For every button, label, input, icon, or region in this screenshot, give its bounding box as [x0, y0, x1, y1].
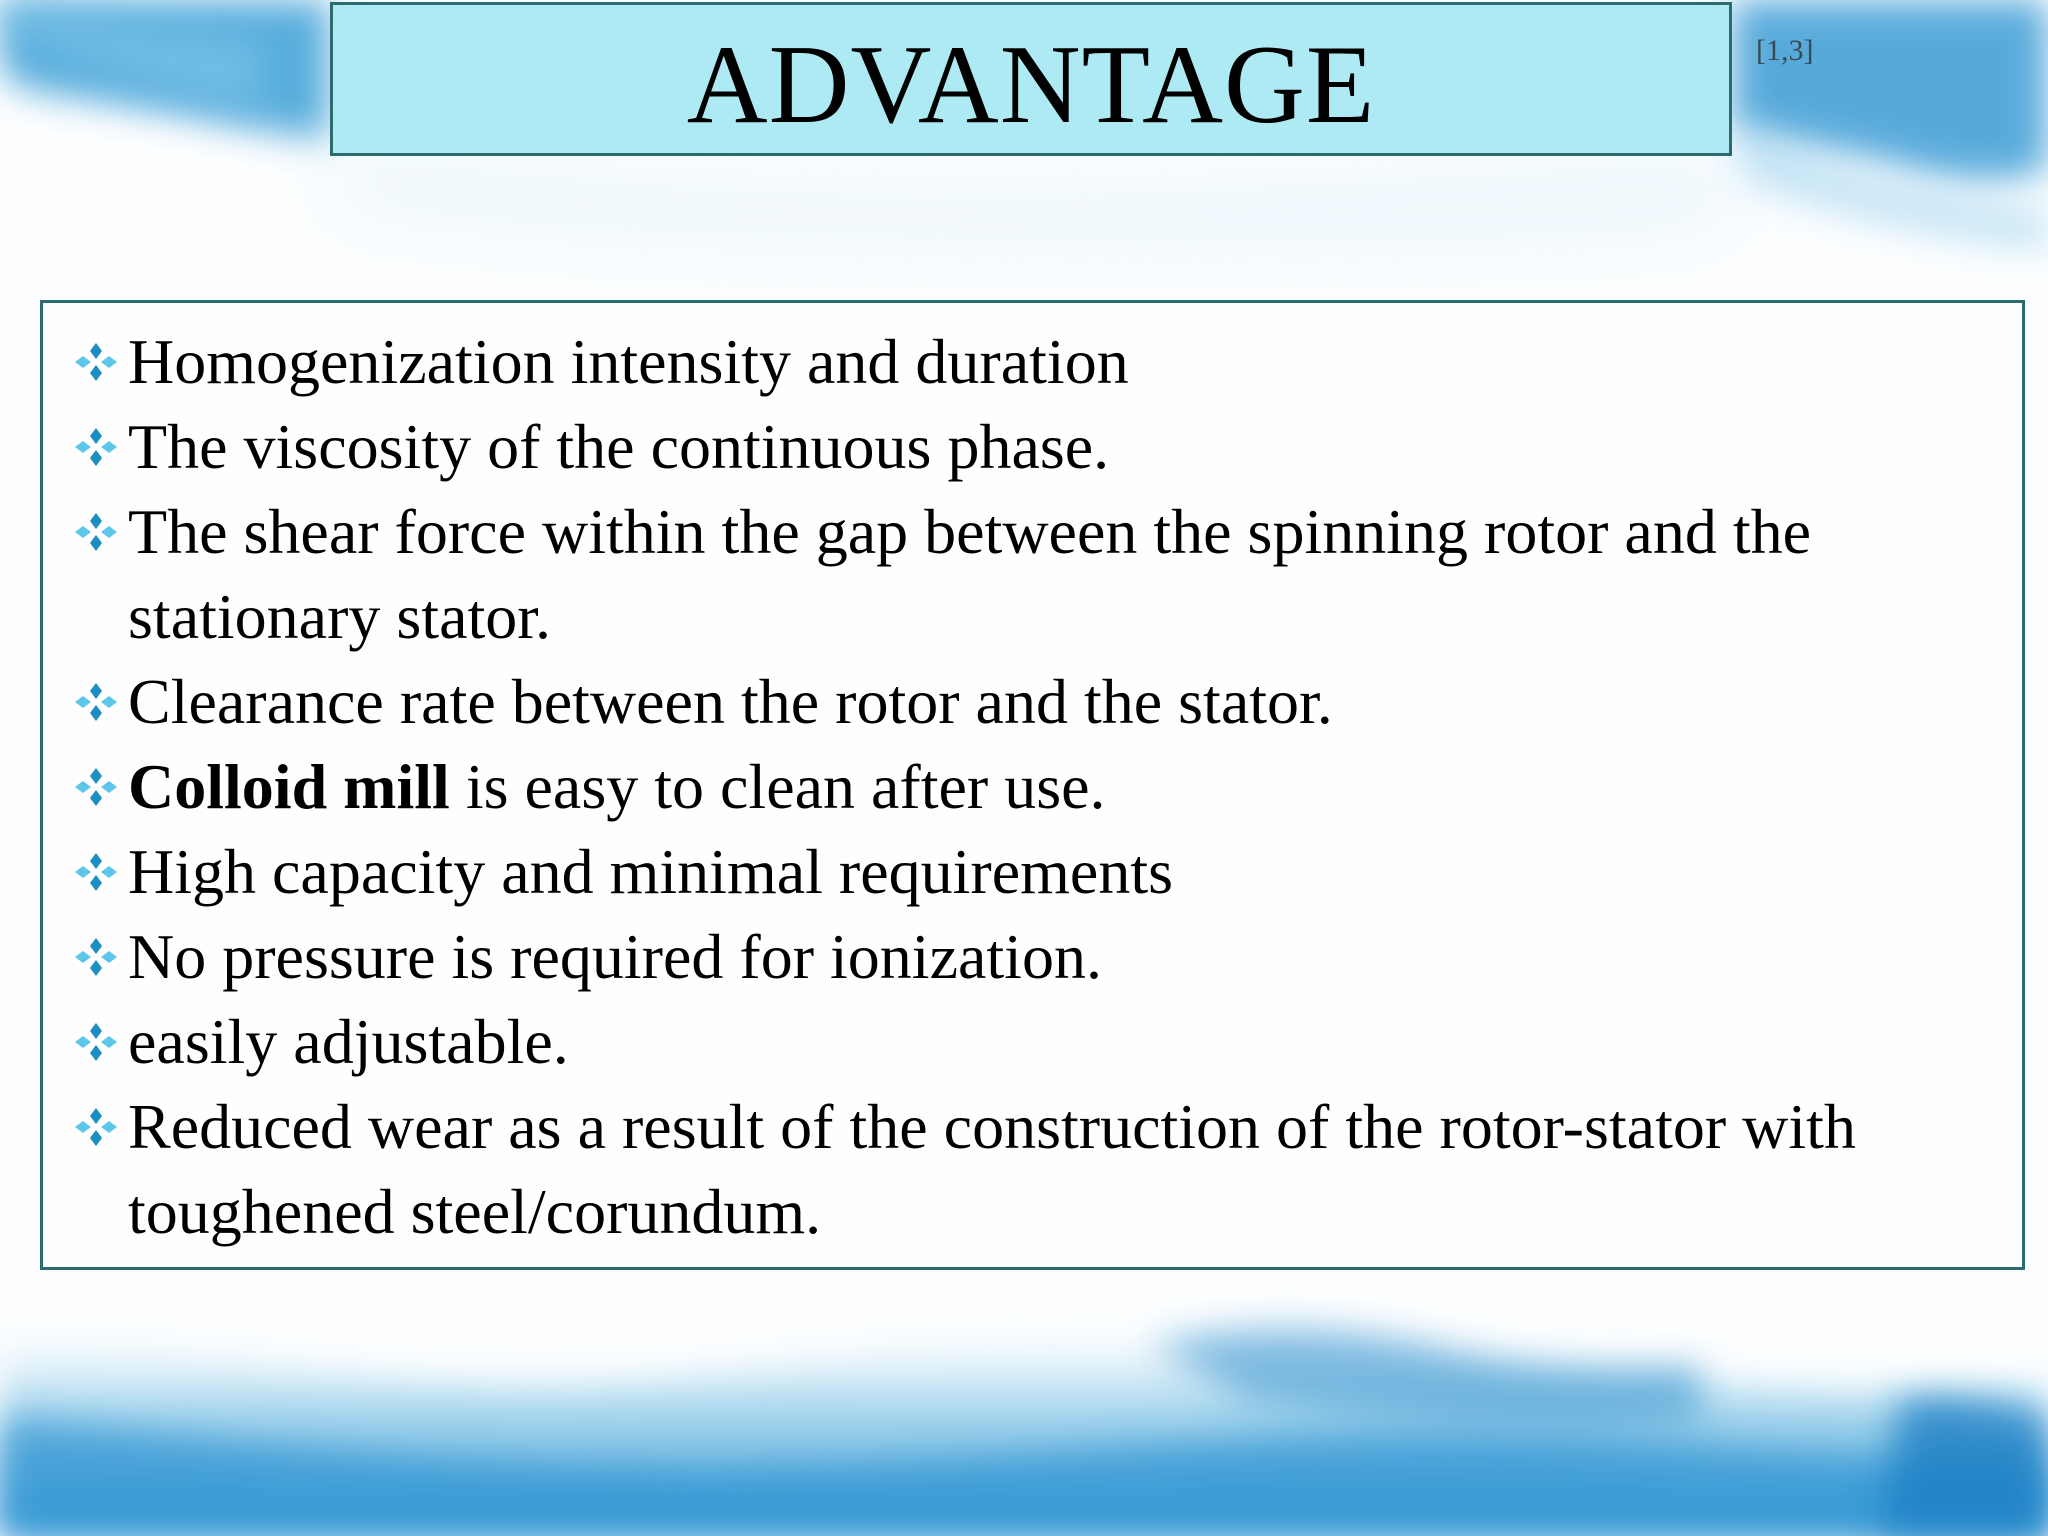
advantage-list [43, 303, 2022, 1254]
list-item [43, 999, 2022, 1084]
four-diamond-bullet-icon [71, 764, 121, 814]
list-item-bold-text: Colloid mill [128, 751, 450, 822]
four-diamond-bullet-icon [71, 1104, 121, 1154]
four-diamond-bullet-icon [71, 849, 121, 899]
four-diamond-bullet-icon [71, 509, 121, 559]
four-diamond-bullet-icon [71, 424, 121, 474]
list-item [43, 914, 2022, 999]
list-item [43, 319, 2022, 404]
list-item [43, 744, 2022, 829]
list-item-text: High capacity and minimal requirements [128, 836, 1173, 907]
title-box [330, 2, 1732, 156]
list-item [43, 829, 2022, 914]
list-item-text: Homogenization intensity and duration [128, 326, 1129, 397]
four-diamond-bullet-icon [71, 679, 121, 729]
list-item [43, 489, 2022, 659]
four-diamond-bullet-icon [71, 1019, 121, 1069]
list-item [43, 659, 2022, 744]
list-item-text: Clearance rate between the rotor and the stator. [128, 666, 1333, 737]
list-item-text: easily adjustable. [128, 1006, 569, 1077]
list-item-text: No pressure is required for ionization. [128, 921, 1102, 992]
list-item-text: Reduced wear as a result of the construction of the rotor-stator with toughened steel/corundum. [128, 1091, 1856, 1247]
citation-reference: [1,3] [1756, 34, 1814, 67]
list-item [43, 1084, 2022, 1254]
content-box [40, 300, 2025, 1270]
four-diamond-bullet-icon [71, 934, 121, 984]
four-diamond-bullet-icon [71, 339, 121, 389]
list-item-text: is easy to clean after use. [449, 751, 1106, 822]
list-item-text: The viscosity of the continuous phase. [128, 411, 1110, 482]
list-item [43, 404, 2022, 489]
slide-title: ADVANTAGE [686, 23, 1376, 147]
list-item-text: The shear force within the gap between the spinning rotor and the stationary stator. [128, 496, 1811, 652]
